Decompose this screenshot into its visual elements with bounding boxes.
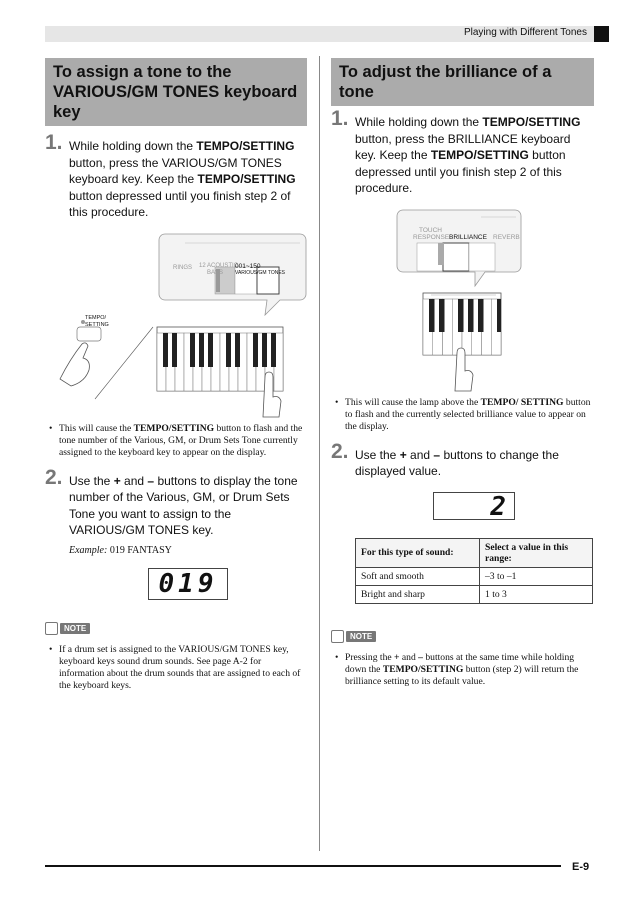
step-text: While holding down the [355, 115, 483, 129]
note-icon [45, 622, 58, 635]
section-title: Playing with Different Tones [463, 27, 587, 38]
note-text-part: buttons at the same time while holding down the [345, 651, 575, 675]
right-note [331, 628, 594, 688]
note-badge: NOTE [346, 631, 376, 642]
note-text [331, 652, 594, 688]
step-text: buttons to change the displayed value. [355, 447, 559, 478]
step-number: 1. [331, 107, 349, 130]
note-badge: NOTE [60, 623, 90, 634]
left-keyboard-illustration [45, 229, 307, 419]
footer-rule [45, 865, 561, 867]
plus-symbol: + [394, 651, 400, 663]
note-icon [331, 630, 344, 643]
step-text: button depressed until you finish step 2 of this procedure. [355, 148, 566, 195]
right-bullet [331, 397, 594, 433]
brilliance-table [355, 538, 593, 604]
step-text: button, press the BRILLIANCE keyboard key. Keep the [355, 131, 571, 162]
example-label: Example: [69, 544, 108, 556]
fig-label-brilliance: BRILLIANCE [449, 233, 487, 241]
note-text-part: button (step 2) will return the brilliance setting to its default value. [345, 663, 579, 687]
minus-symbol: – [147, 473, 155, 488]
step-bold: TEMPO/SETTING [482, 115, 581, 129]
step-text: While holding down the [69, 139, 197, 153]
note-text: • If a drum set is assigned to the VARIOUS/GM TONES key, keyboard keys sound drum sounds. See page A-2 for information about the drum sounds that are assigned to each of the keyboard keys. [45, 644, 307, 692]
step-text: and [406, 447, 434, 462]
step-number: 2. [331, 439, 349, 463]
step-text: button depressed until you finish step 2 of this procedure. [69, 188, 291, 219]
fig-label-touch-b: RESPONSE [413, 233, 450, 241]
step-bold: TEMPO/SETTING [196, 139, 295, 153]
table-cell-sound: Bright and sharp [356, 585, 480, 603]
note-text-part: and [399, 651, 419, 663]
fig-label-rings: RINGS [173, 264, 193, 271]
bullet-text: button to flash and the tone number of the Various, GM, or Drum Sets Tone currently assigned to the keyboard key to appear on the display. [59, 422, 303, 458]
right-keyboard-illustration [331, 205, 594, 393]
right-step-2 [331, 439, 594, 480]
bullet-bold: TEMPO/ SETTING [480, 396, 564, 408]
fig-label-range: 001~150 [235, 262, 261, 270]
header-tab-marker [594, 26, 609, 42]
step-number: 2. [45, 465, 63, 489]
fig-label-bass-a: 12 ACOUSTIC [199, 262, 239, 269]
lcd-display-brilliance: 2 [433, 492, 515, 520]
bullet-bold: TEMPO/SETTING [133, 422, 215, 434]
minus-symbol: – [433, 447, 441, 462]
fig-label-touch-a: TOUCH [419, 226, 442, 234]
plus-symbol: + [113, 473, 121, 488]
plus-symbol: + [399, 447, 407, 462]
bullet-text: button to flash and the currently selected brilliance value to appear on the display. [345, 396, 591, 432]
left-bullet [45, 423, 307, 459]
table-cell-range: –3 to –1 [480, 567, 593, 585]
table-header-range: Select a value in this range: [480, 538, 593, 567]
fig-label-tempo-a: TEMPO/ [85, 314, 107, 321]
table-cell-sound: Soft and smooth [356, 567, 480, 585]
table-row [356, 567, 593, 585]
table-row [356, 585, 593, 603]
left-section-title: To assign a tone to the VARIOUS/GM TONES keyboard key [45, 58, 307, 126]
page-number: E-9 [572, 861, 590, 873]
step-text: Use the [355, 447, 400, 462]
left-step-1 [45, 131, 307, 221]
step-bold: TEMPO/SETTING [430, 148, 529, 162]
step-bold: TEMPO/SETTING [197, 172, 296, 186]
table-cell-range: 1 to 3 [480, 585, 593, 603]
step-text: and [120, 473, 148, 488]
left-column [45, 58, 307, 692]
fig-label-tempo-b: SETTING [85, 321, 109, 328]
note-bold: TEMPO/SETTING [382, 663, 464, 675]
table-header-sound: For this type of sound: [356, 538, 480, 567]
right-step-1 [331, 107, 594, 197]
left-note [45, 620, 307, 692]
step-text: button, press the VARIOUS/GM TONES keyboard key. Keep the [69, 155, 282, 186]
step-number: 1. [45, 131, 63, 154]
lcd-display-019: 019 [148, 568, 228, 600]
note-text-part: Pressing the [345, 651, 395, 663]
fig-label-reverb: REVERB [493, 233, 520, 241]
table-header-row [356, 538, 593, 567]
bullet-text: This will cause the lamp above the [345, 396, 481, 408]
minus-symbol: – [418, 651, 423, 663]
bullet-text: This will cause the [59, 422, 134, 434]
example-text: 019 FANTASY [107, 544, 172, 556]
example-line [45, 545, 307, 556]
column-divider [319, 56, 320, 851]
step-text: Use the [69, 473, 114, 488]
fig-label-bass-b: BASS [207, 269, 224, 276]
right-section-title: To adjust the brilliance of a tone [331, 58, 594, 106]
left-step-2 [45, 465, 307, 539]
running-header [45, 26, 609, 42]
step-text: buttons to display the tone number of the Various, GM, or Drum Sets Tone you want to assign to the VARIOUS/GM TONES key. [69, 473, 298, 537]
fig-label-various: VARIOUS/GM TONES [235, 269, 286, 276]
right-column [331, 58, 594, 688]
